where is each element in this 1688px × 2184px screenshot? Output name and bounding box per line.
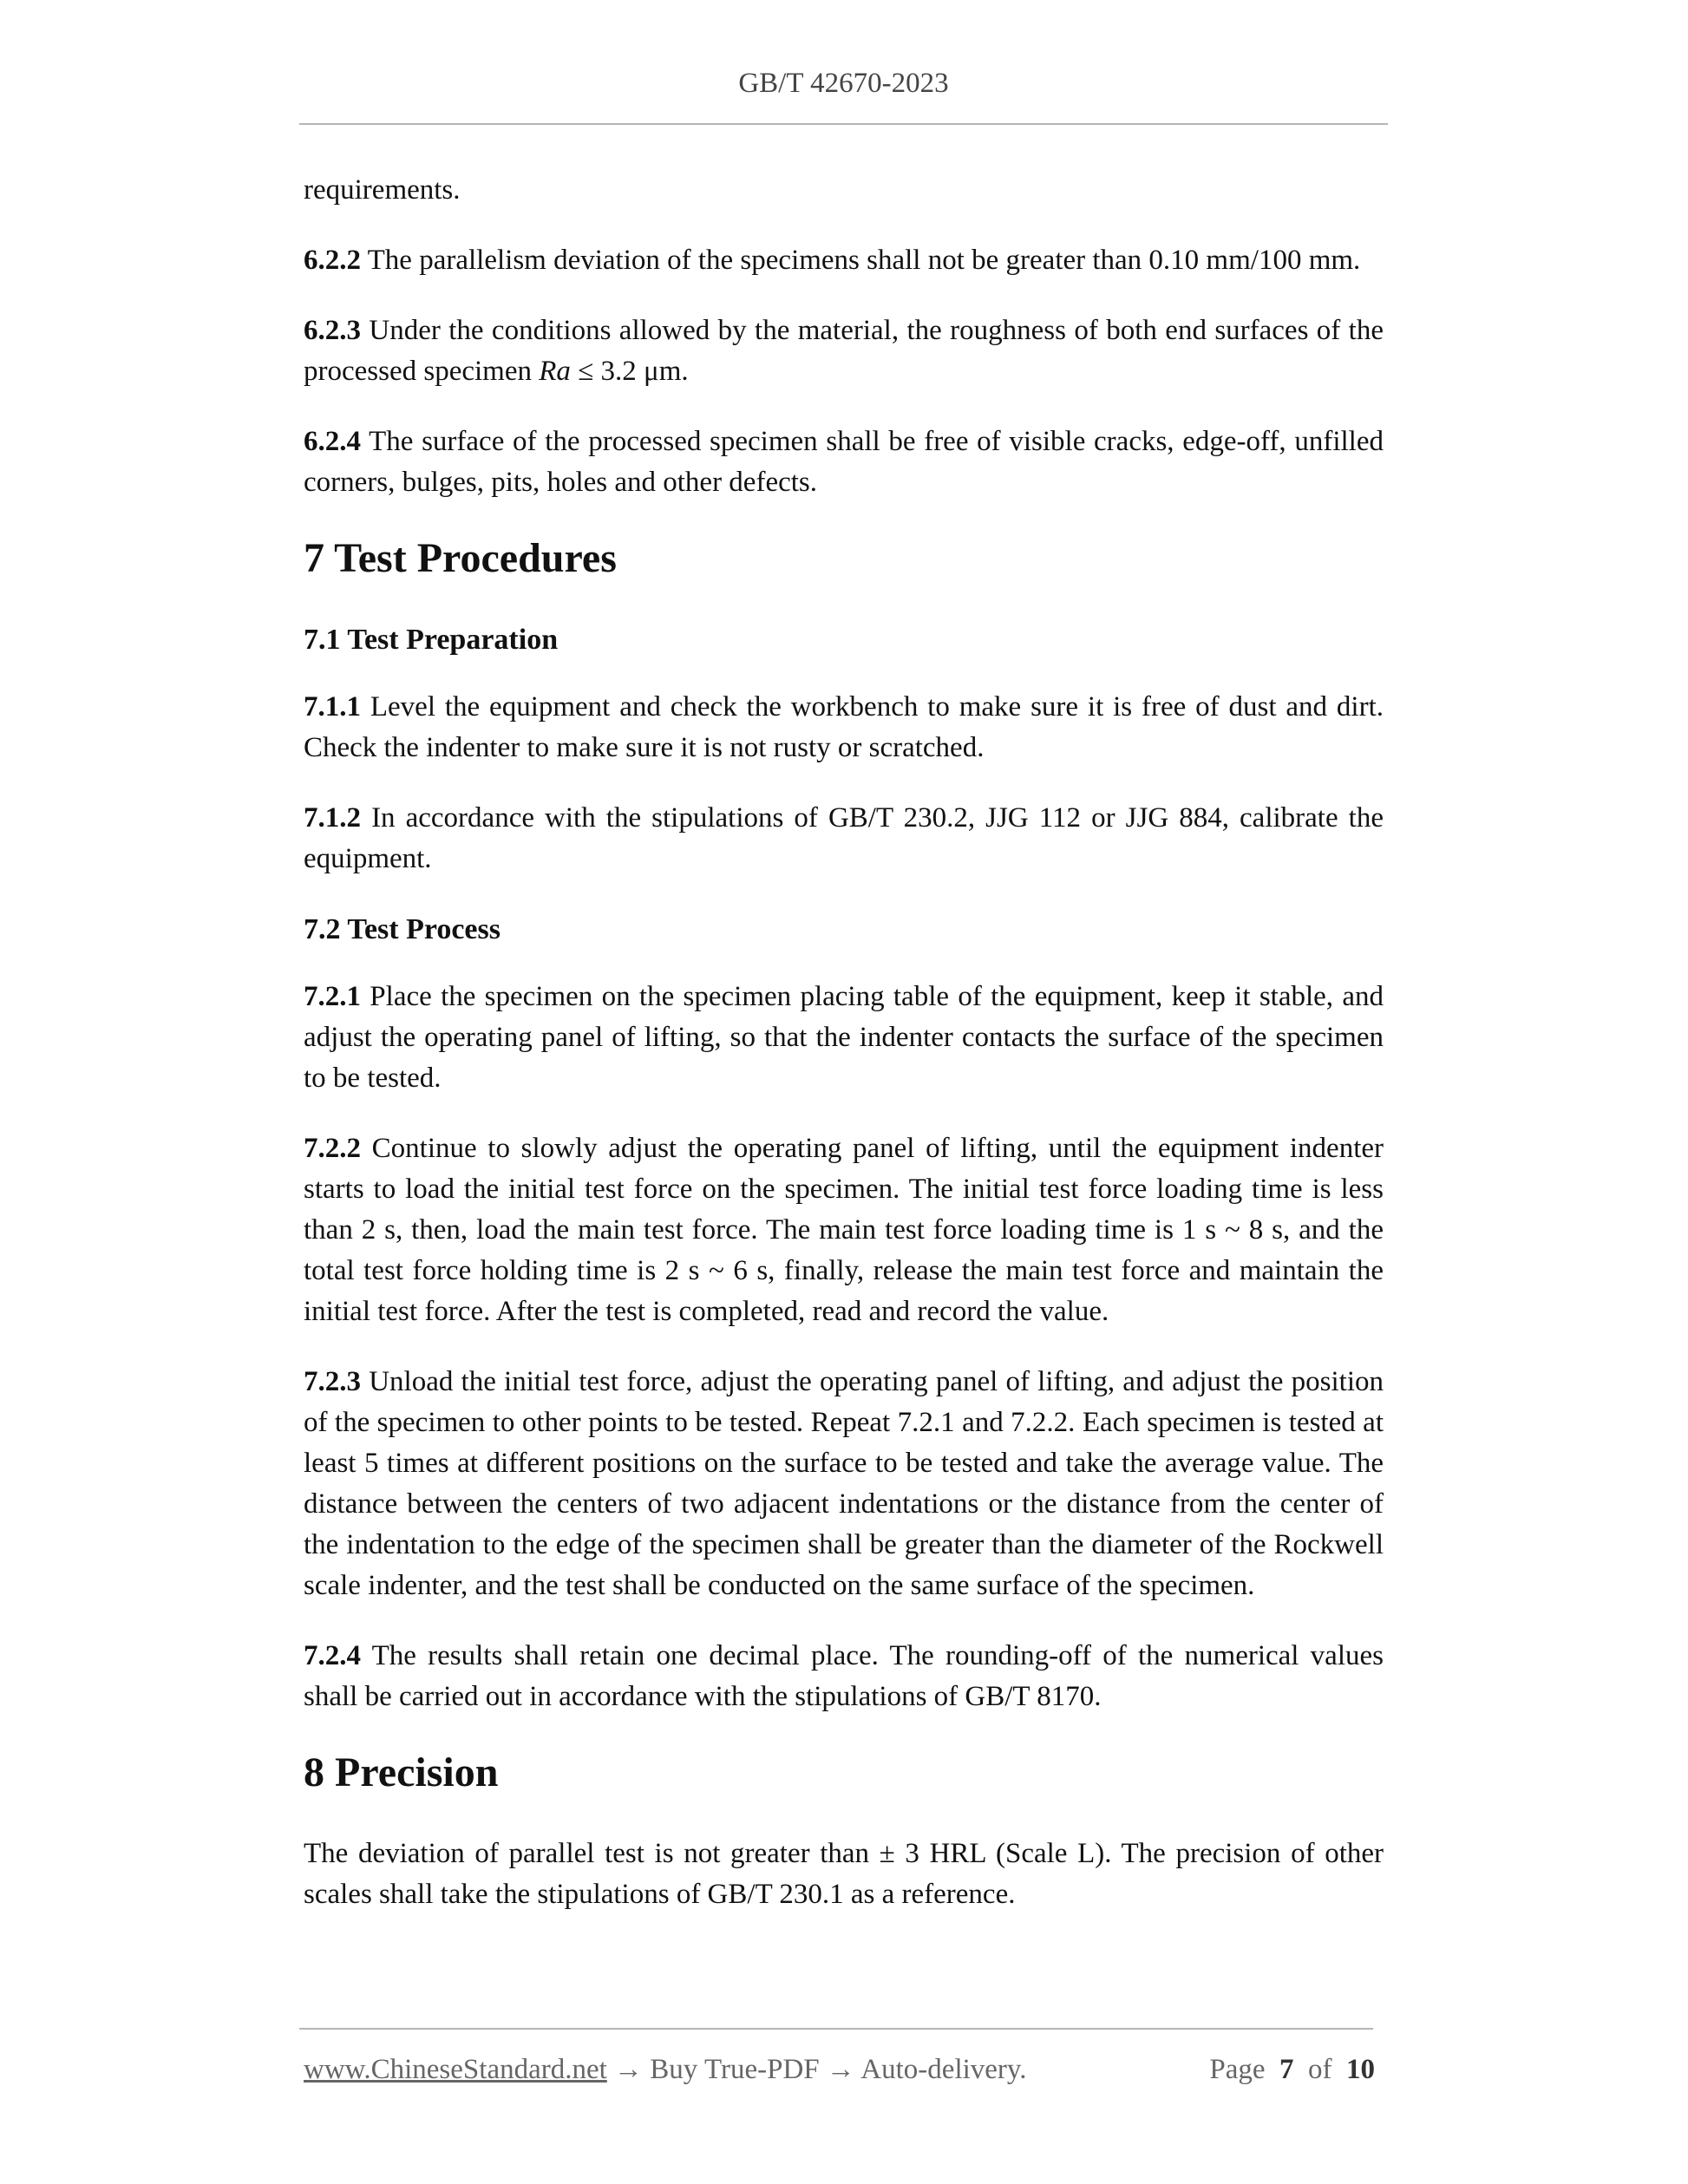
clause-number: 6.2.4	[304, 426, 361, 457]
clause-number: 7.2.3	[304, 1366, 361, 1397]
clause-number: 7.1.1	[304, 691, 361, 723]
clause-number: 7.2.4	[304, 1640, 361, 1671]
standard-code-header: GB/T 42670-2023	[738, 68, 949, 99]
clause-number: 6.2.3	[304, 315, 361, 346]
clause-7-2-4	[304, 1636, 1384, 1717]
clause-7-2-3	[304, 1362, 1384, 1606]
paragraph-text: requirements.	[304, 174, 461, 206]
total-pages-number: 10	[1346, 2054, 1375, 2085]
footer-divider	[299, 2028, 1373, 2030]
clause-text: Level the equipment and check the workbench to make sure it is free of dust and dirt. Check the indenter to make sure it is not rusty or scratched.	[304, 691, 1384, 763]
clause-number: 7.2.1	[304, 981, 361, 1012]
subsection-heading-7-1: 7.1 Test Preparation	[304, 624, 559, 656]
section-heading-8: 8 Precision	[304, 1749, 499, 1795]
page-content	[304, 170, 1384, 1945]
clause-7-2-2	[304, 1128, 1384, 1332]
clause-text: In accordance with the stipulations of GB/T 230.2, JJG 112 or JJG 884, calibrate the equipment.	[304, 802, 1384, 874]
roughness-symbol: Ra	[539, 356, 571, 387]
clause-6-2-2	[304, 240, 1384, 281]
clause-6-2-3	[304, 311, 1384, 392]
clause-6-2-4	[304, 422, 1384, 503]
clause-text: Under the conditions allowed by the material, the roughness of both end surfaces of the processed specimen	[304, 315, 1384, 387]
header-divider	[299, 123, 1388, 125]
subsection-heading-7-2: 7.2 Test Process	[304, 913, 501, 945]
paragraph-text: The deviation of parallel test is not greater than ± 3 HRL (Scale L). The precision of other scales shall take the stipulations of GB/T 230.1 as a reference.	[304, 1838, 1384, 1910]
footer-tagline: → Buy True-PDF → Auto-delivery.	[606, 2054, 1027, 2085]
clause-number: 6.2.2	[304, 245, 361, 276]
clause-7-2-1	[304, 977, 1384, 1099]
page-footer	[304, 2054, 1375, 2086]
footer-promo	[304, 2054, 1027, 2085]
clause-text: The results shall retain one decimal place. The rounding-off of the numerical values shall be carried out in accordance with the stipulations of GB/T 8170.	[304, 1640, 1384, 1712]
clause-number: 7.2.2	[304, 1133, 361, 1164]
page-indicator	[1209, 2054, 1375, 2086]
website-link[interactable]: www.ChineseStandard.net	[304, 2054, 607, 2085]
clause-text: The parallelism deviation of the specimens shall not be greater than 0.10 mm/100 mm.	[361, 245, 1361, 276]
clause-7-1-2	[304, 798, 1384, 879]
of-word: of	[1308, 2054, 1332, 2085]
clause-text: Unload the initial test force, adjust the operating panel of lifting, and adjust the position of the specimen to other points to be tested. Repeat 7.2.1 and 7.2.2. Each specimen is tested at least 5 times at different positions on the surface to be tested and take the average value. The distance between the centers of two adjacent indentations or the distance from the center of the indentation to the edge of the specimen shall be greater than the diameter of the Rockwell scale indenter, and the test shall be conducted on the same surface of the specimen.	[304, 1366, 1384, 1601]
clause-text: Place the specimen on the specimen placing table of the equipment, keep it stable, and adjust the operating panel of lifting, so that the indenter contacts the surface of the specimen to be tested.	[304, 981, 1384, 1094]
section-heading-7: 7 Test Procedures	[304, 535, 617, 581]
clause-text-tail: ≤ 3.2 μm.	[570, 356, 689, 387]
clause-text: Continue to slowly adjust the operating panel of lifting, until the equipment indenter starts to load the initial test force on the specimen. The initial test force loading time is less than 2 s, then, load the main test force. The main test force loading time is 1 s ~ 8 s, and the total test force holding time is 2 s ~ 6 s, finally, release the main test force and maintain the initial test force. After the test is completed, read and record the value.	[304, 1133, 1384, 1327]
clause-number: 7.1.2	[304, 802, 361, 834]
clause-text: The surface of the processed specimen shall be free of visible cracks, edge-off, unfilled corners, bulges, pits, holes and other defects.	[304, 426, 1384, 498]
paragraph-requirements	[304, 170, 1384, 211]
page-word: Page	[1209, 2054, 1266, 2085]
clause-7-1-1	[304, 687, 1384, 768]
current-page-number: 7	[1279, 2054, 1294, 2085]
precision-paragraph	[304, 1834, 1384, 1915]
